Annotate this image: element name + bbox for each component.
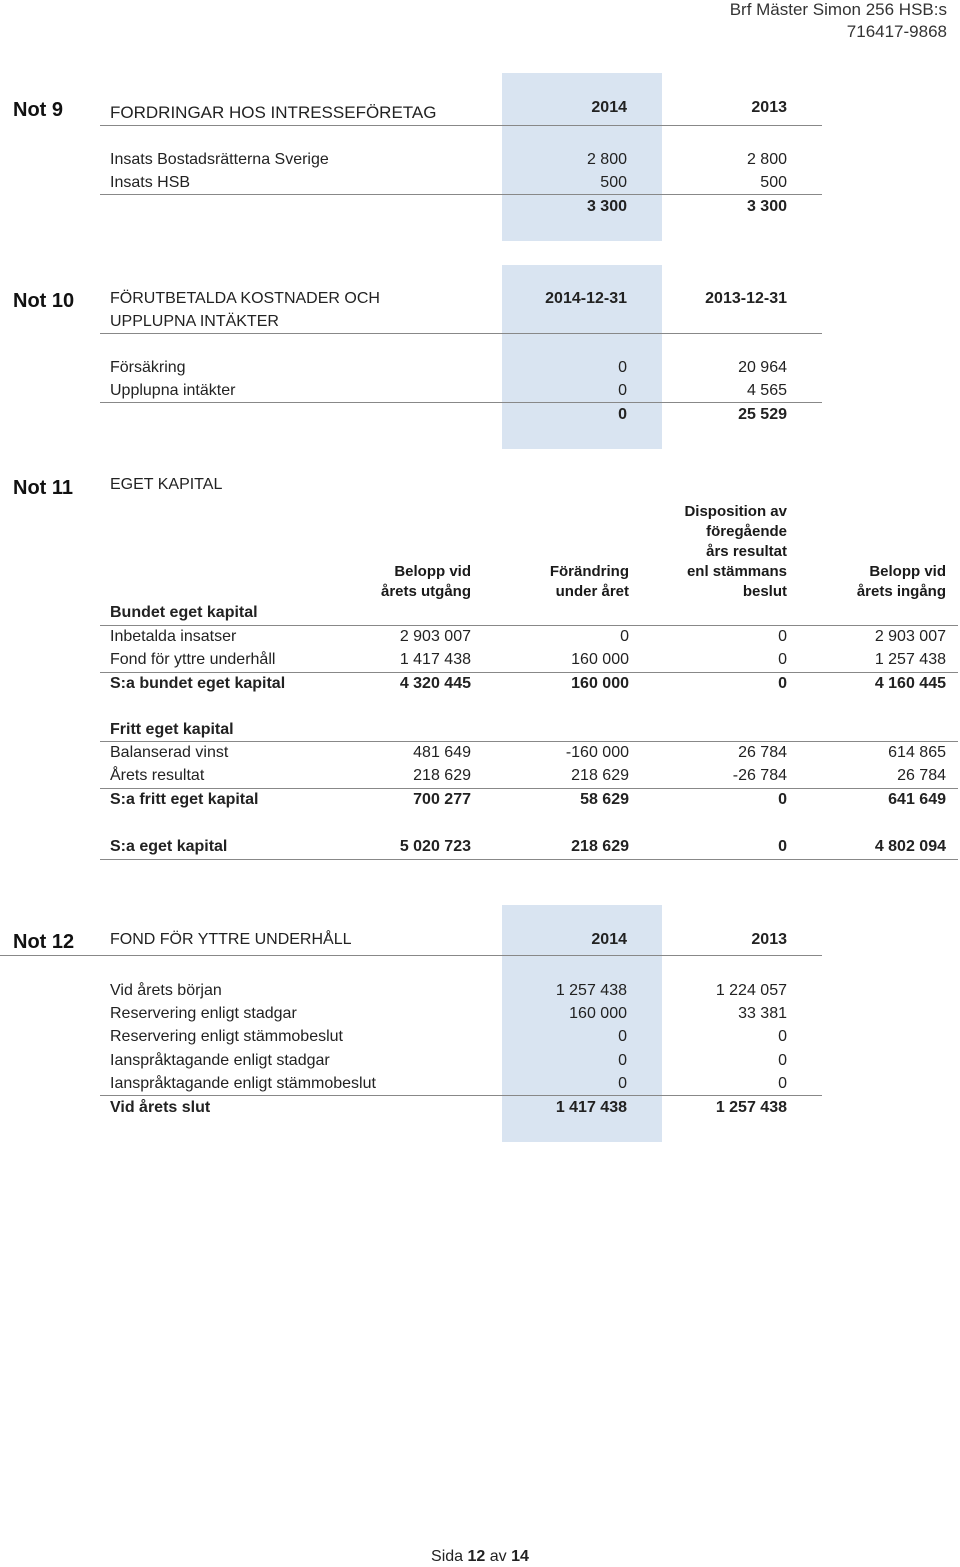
note-11-number: Not 11 <box>13 477 74 499</box>
note-9-row-v1: 500 <box>600 174 627 191</box>
fritt-row-v1: 481 649 <box>413 744 471 761</box>
note-10-row-v2: 4 565 <box>746 382 787 399</box>
note-9-col-2013: 2013 <box>751 99 787 116</box>
note-12-total-rule <box>100 1095 822 1096</box>
fritt-row-v3: -26 784 <box>732 767 787 784</box>
note-10-row-v1: 0 <box>618 382 627 399</box>
note-10-title-line2: UPPLUPNA INTÄKTER <box>110 313 279 330</box>
bundet-heading: Bundet eget kapital <box>110 604 258 621</box>
note-9-header-rule <box>100 125 822 126</box>
bundet-total-v1: 4 320 445 <box>399 675 471 692</box>
col-header-disposition-3: års resultat <box>706 543 787 560</box>
bundet-row-v4: 2 903 007 <box>874 628 946 645</box>
fritt-row-label: Årets resultat <box>110 767 205 784</box>
bundet-total-label: S:a bundet eget kapital <box>110 675 286 692</box>
fritt-total-label: S:a fritt eget kapital <box>110 791 259 808</box>
fritt-row-v4: 614 865 <box>888 744 946 761</box>
note-12-row-label: Ianspråktagande enligt stadgar <box>110 1052 330 1069</box>
note-12-row-v2: 0 <box>778 1075 787 1092</box>
fritt-total-v1: 700 277 <box>413 791 471 808</box>
fritt-row-v2: -160 000 <box>565 744 629 761</box>
note-12-row-label: Reservering enligt stadgar <box>110 1005 297 1022</box>
bundet-row-v3: 0 <box>778 651 787 668</box>
note-12-col-2013: 2013 <box>751 931 787 948</box>
note-9-number: Not 9 <box>13 99 63 121</box>
grand-total-v3: 0 <box>778 838 787 855</box>
note-12-row-v2: 1 224 057 <box>715 982 787 999</box>
bundet-row-v1: 2 903 007 <box>399 628 471 645</box>
bundet-total-v3: 0 <box>778 675 787 692</box>
org-name: Brf Mäster Simon 256 HSB:s <box>729 0 947 19</box>
fritt-row-v2: 218 629 <box>571 767 629 784</box>
fritt-row-v1: 218 629 <box>413 767 471 784</box>
note-11-header-rule <box>100 625 958 626</box>
footer-mid: av <box>489 1548 507 1565</box>
grand-total-v1: 5 020 723 <box>399 838 471 855</box>
grand-total-rule <box>100 859 958 860</box>
note-9-total-v1: 3 300 <box>586 198 627 215</box>
bundet-total-v4: 4 160 445 <box>874 675 946 692</box>
note-12-total-v1: 1 417 438 <box>555 1099 627 1116</box>
fritt-total-v3: 0 <box>778 791 787 808</box>
fritt-total-rule <box>100 788 958 789</box>
note-9-title: FORDRINGAR HOS INTRESSEFÖRETAG <box>110 103 437 122</box>
note-10-number: Not 10 <box>13 290 75 312</box>
col-header-disposition-4: enl stämmans <box>686 563 787 580</box>
footer-page-total: 14 <box>511 1548 529 1565</box>
note-12-row-v2: 33 381 <box>738 1005 787 1022</box>
note-10-title-line1: FÖRUTBETALDA KOSTNADER OCH <box>110 290 380 307</box>
note-9-row-label: Insats Bostadsrätterna Sverige <box>110 151 329 168</box>
footer-page-number: 12 <box>467 1548 486 1565</box>
footer-prefix: Sida <box>431 1548 464 1565</box>
bundet-row-v1: 1 417 438 <box>399 651 471 668</box>
org-number: 716417-9868 <box>846 22 947 41</box>
bundet-total-rule <box>100 672 958 673</box>
bundet-row-v2: 160 000 <box>571 651 629 668</box>
fritt-heading: Fritt eget kapital <box>110 721 234 738</box>
note-12-row-v2: 0 <box>778 1052 787 1069</box>
note-12-col-2014: 2014 <box>591 931 627 948</box>
note-12-total-label: Vid årets slut <box>110 1099 211 1116</box>
fritt-total-v4: 641 649 <box>888 791 946 808</box>
note-12-row-v1: 0 <box>618 1075 627 1092</box>
note-12-row-v1: 0 <box>618 1028 627 1045</box>
note-10-col-2013: 2013-12-31 <box>705 290 787 307</box>
note-9-row-v2: 500 <box>760 174 787 191</box>
bundet-row-v4: 1 257 438 <box>874 651 946 668</box>
col-header-belopp-ingang-2: årets ingång <box>856 583 946 600</box>
grand-total-label: S:a eget kapital <box>110 838 228 855</box>
note-10-total-v2: 25 529 <box>738 406 787 423</box>
note-12-number: Not 12 <box>13 931 75 953</box>
page-footer <box>0 1548 960 1566</box>
col-header-forandring-1: Förändring <box>549 563 629 580</box>
bundet-row-label: Inbetalda insatser <box>110 628 237 645</box>
bundet-row-label: Fond för yttre underhåll <box>110 651 276 668</box>
note-12-row-v1: 160 000 <box>569 1005 627 1022</box>
col-header-belopp-utgang-1: Belopp vid <box>394 563 471 580</box>
note-9-col-2014: 2014 <box>591 99 627 116</box>
grand-total-v2: 218 629 <box>571 838 629 855</box>
col-header-disposition-2: föregående <box>706 523 787 540</box>
note-12-total-v2: 1 257 438 <box>715 1099 787 1116</box>
note-10-row-v1: 0 <box>618 359 627 376</box>
note-12-row-v1: 1 257 438 <box>555 982 627 999</box>
note-9-total-rule <box>100 194 822 195</box>
note-12-row-v1: 0 <box>618 1052 627 1069</box>
note-12-row-label: Ianspråktagande enligt stämmobeslut <box>110 1075 376 1092</box>
bundet-total-v2: 160 000 <box>571 675 629 692</box>
grand-total-v4: 4 802 094 <box>874 838 946 855</box>
col-header-forandring-2: under året <box>555 583 629 600</box>
note-12-header-rule <box>0 955 822 956</box>
fritt-row-label: Balanserad vinst <box>110 744 229 761</box>
note-10-col-2014: 2014-12-31 <box>545 290 627 307</box>
bundet-row-v3: 0 <box>778 628 787 645</box>
note-10-row-label: Upplupna intäkter <box>110 382 236 399</box>
note-9-row-v1: 2 800 <box>586 151 627 168</box>
col-header-belopp-utgang-2: årets utgång <box>380 583 471 600</box>
col-header-disposition-1: Disposition av <box>684 503 787 520</box>
note-9-row-v2: 2 800 <box>746 151 787 168</box>
note-10-row-v2: 20 964 <box>738 359 787 376</box>
col-header-disposition-5: beslut <box>742 583 787 600</box>
fritt-header-rule <box>100 741 958 742</box>
note-12-row-label: Reservering enligt stämmobeslut <box>110 1028 343 1045</box>
note-10-header-rule <box>100 333 822 334</box>
note-9-total-v2: 3 300 <box>746 198 787 215</box>
note-10-row-label: Försäkring <box>110 359 186 376</box>
note-12-title: FOND FÖR YTTRE UNDERHÅLL <box>110 931 352 948</box>
fritt-row-v4: 26 784 <box>897 767 946 784</box>
note-9-row-label: Insats HSB <box>110 174 191 191</box>
bundet-row-v2: 0 <box>620 628 629 645</box>
note-11-title: EGET KAPITAL <box>110 476 223 493</box>
note-12-row-label: Vid årets början <box>110 982 222 999</box>
note-10-total-v1: 0 <box>618 406 627 423</box>
fritt-row-v3: 26 784 <box>738 744 787 761</box>
note-12-row-v2: 0 <box>778 1028 787 1045</box>
col-header-belopp-ingang-1: Belopp vid <box>869 563 946 580</box>
note-10-total-rule <box>100 402 822 403</box>
fritt-total-v2: 58 629 <box>580 791 629 808</box>
